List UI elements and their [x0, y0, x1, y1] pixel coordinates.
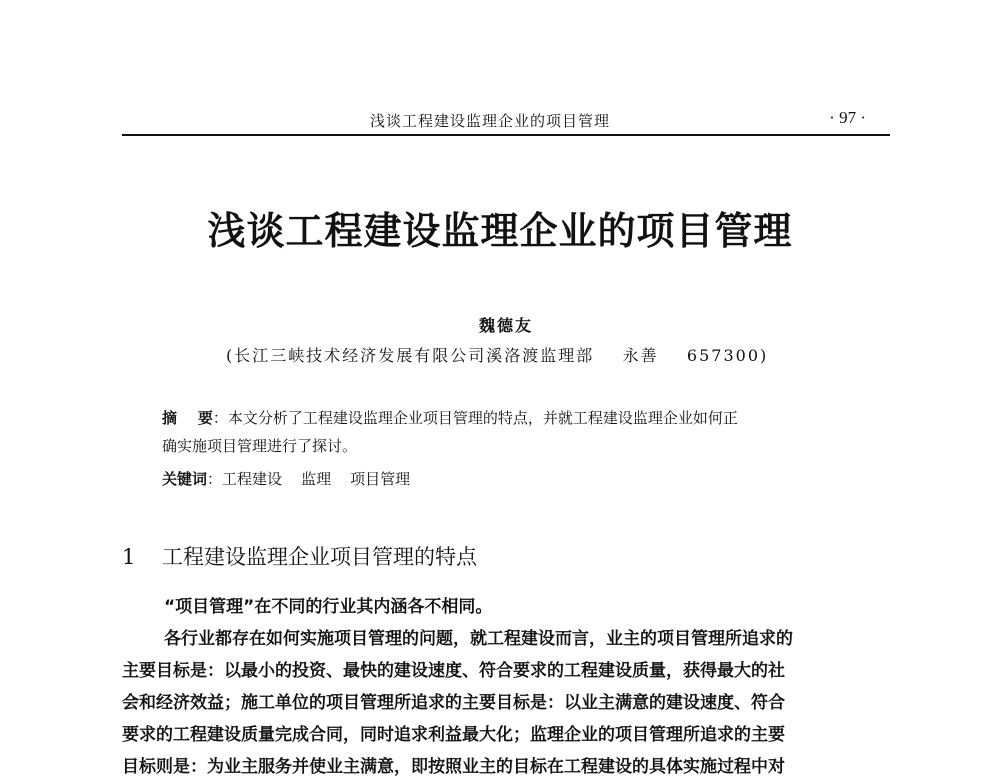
author-name: 魏德友	[478, 316, 533, 335]
paragraph-2-line-4: 要求的工程建设质量完成合同，同时追求利益最大化；监理企业的项目管理所追求的主要	[122, 725, 785, 745]
article-title: 浅谈工程建设监理企业的项目管理	[207, 208, 793, 253]
abstract-text-1: ：本文分析了工程建设监理企业项目管理的特点，并就工程建设监理企业如何正	[212, 409, 738, 427]
author-affiliation: (长江三峡技术经济发展有限公司溪洛渡监理部 永善 657300)	[226, 346, 769, 365]
page-number: · 97 ·	[829, 108, 866, 127]
body-text	[122, 591, 892, 783]
abstract-line-1	[162, 404, 862, 432]
paragraph-2-line-1: 各行业都存在如何实施项目管理的问题，就工程建设而言，业主的项目管理所追求的	[164, 629, 793, 649]
section-heading-1: 1 工程建设监理企业项目管理的特点	[122, 545, 478, 569]
paragraph-2-line-5: 目标则是：为业主服务并使业主满意，即按照业主的目标在工程建设的具体实施过程中对	[122, 757, 785, 777]
keywords	[162, 468, 410, 489]
keywords-text: ：工程建设 监理 项目管理	[207, 470, 411, 488]
abstract-line-2: 确实施项目管理进行了探讨。	[162, 437, 358, 455]
abstract	[162, 404, 862, 460]
paragraph-2-line-2: 主要目标是：以最小的投资、最快的建设速度、符合要求的工程建设质量，获得最大的社	[122, 661, 785, 681]
running-header	[122, 108, 890, 132]
paragraph-1: “项目管理”在不同的行业其内涵各不相同。	[164, 597, 493, 617]
paragraph-2-line-3: 会和经济效益；施工单位的项目管理所追求的主要目标是：以业主满意的建设速度、符合	[122, 693, 785, 713]
keywords-label: 关键词	[162, 470, 208, 488]
abstract-label: 摘 要	[162, 409, 213, 427]
running-header-title: 浅谈工程建设监理企业的项目管理	[370, 112, 611, 130]
header-rule	[122, 134, 890, 136]
